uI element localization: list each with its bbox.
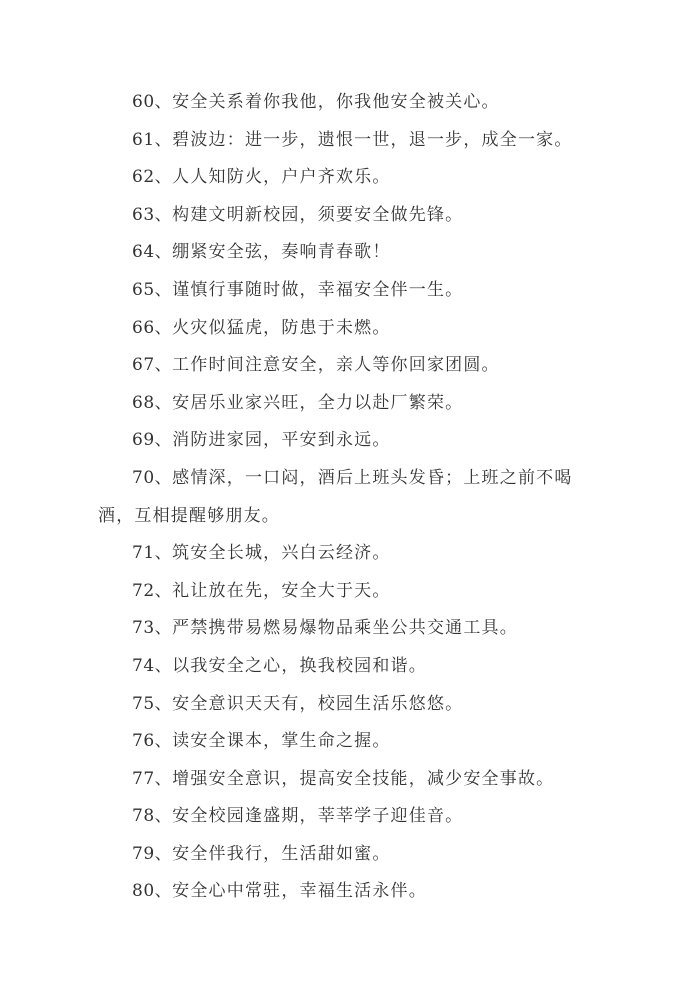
item-text: 人人知防火，户户齐欢乐。 bbox=[172, 167, 391, 188]
item-number: 77、 bbox=[132, 768, 173, 789]
list-item bbox=[98, 122, 600, 160]
item-number: 61、 bbox=[132, 129, 173, 150]
list-item bbox=[98, 460, 600, 535]
item-text: 火灾似猛虎，防患于未燃。 bbox=[172, 317, 391, 338]
item-text: 严禁携带易燃易爆物品乘坐公共交通工具。 bbox=[172, 618, 518, 639]
list-item bbox=[98, 347, 600, 385]
item-text: 读安全课本，掌生命之握。 bbox=[172, 731, 391, 752]
item-text: 增强安全意识，提高安全技能，减少安全事故。 bbox=[172, 768, 555, 789]
item-number: 71、 bbox=[132, 543, 173, 564]
item-number: 60、 bbox=[132, 92, 173, 112]
item-number: 70、 bbox=[132, 467, 173, 488]
list-item bbox=[98, 686, 600, 724]
list-item bbox=[98, 610, 600, 648]
item-number: 76、 bbox=[132, 731, 173, 752]
list-item bbox=[98, 84, 600, 122]
item-text: 安全关系着你我他，你我他安全被关心。 bbox=[172, 92, 500, 112]
item-text: 安全心中常驻，幸福生活永伴。 bbox=[172, 881, 427, 902]
item-number: 79、 bbox=[132, 843, 173, 864]
list-item bbox=[98, 272, 600, 310]
list-item bbox=[98, 836, 600, 874]
item-number: 64、 bbox=[132, 242, 173, 263]
item-number: 72、 bbox=[132, 580, 173, 601]
item-number: 68、 bbox=[132, 392, 173, 413]
item-text: 感情深，一口闷，酒后上班头发昏；上班之前不喝酒，互相提醒够朋友。 bbox=[98, 467, 573, 526]
list-item bbox=[98, 159, 600, 197]
item-text: 筑安全长城，兴白云经济。 bbox=[172, 543, 391, 564]
list-item bbox=[98, 197, 600, 235]
list-item bbox=[98, 761, 600, 799]
item-text: 构建文明新校园，须要安全做先锋。 bbox=[172, 204, 464, 225]
list-item bbox=[98, 385, 600, 423]
item-text: 消防进家园，平安到永远。 bbox=[172, 430, 391, 451]
item-number: 69、 bbox=[132, 430, 173, 451]
item-text: 礼让放在先，安全大于天。 bbox=[172, 580, 391, 601]
list-item bbox=[98, 535, 600, 573]
item-text: 安全伴我行，生活甜如蜜。 bbox=[172, 843, 391, 864]
item-text: 安全校园逢盛期，莘莘学子迎佳音。 bbox=[172, 806, 464, 827]
list-item bbox=[98, 798, 600, 836]
item-number: 75、 bbox=[132, 693, 173, 714]
item-text: 以我安全之心，换我校园和谐。 bbox=[172, 655, 427, 676]
item-number: 63、 bbox=[132, 204, 173, 225]
item-number: 67、 bbox=[132, 355, 173, 376]
item-text: 谨慎行事随时做，幸福安全伴一生。 bbox=[172, 279, 464, 300]
item-number: 78、 bbox=[132, 806, 173, 827]
item-number: 73、 bbox=[132, 618, 173, 639]
list-item bbox=[98, 573, 600, 611]
list-item bbox=[98, 234, 600, 272]
item-text: 安居乐业家兴旺，全力以赴厂繁荣。 bbox=[172, 392, 464, 413]
item-number: 65、 bbox=[132, 279, 173, 300]
item-number: 62、 bbox=[132, 167, 173, 188]
item-text: 碧波边：进一步，遗恨一世，退一步，成全一家。 bbox=[172, 129, 573, 150]
item-text: 绷紧安全弦，奏响青春歌！ bbox=[172, 242, 391, 263]
list-item bbox=[98, 723, 600, 761]
list-item bbox=[98, 648, 600, 686]
item-text: 工作时间注意安全，亲人等你回家团圆。 bbox=[172, 355, 500, 376]
item-number: 66、 bbox=[132, 317, 173, 338]
item-text: 安全意识天天有，校园生活乐悠悠。 bbox=[172, 693, 464, 714]
item-number: 80、 bbox=[132, 881, 173, 902]
item-number: 74、 bbox=[132, 655, 173, 676]
list-item bbox=[98, 422, 600, 460]
list-item bbox=[98, 310, 600, 348]
list-item bbox=[98, 873, 600, 911]
